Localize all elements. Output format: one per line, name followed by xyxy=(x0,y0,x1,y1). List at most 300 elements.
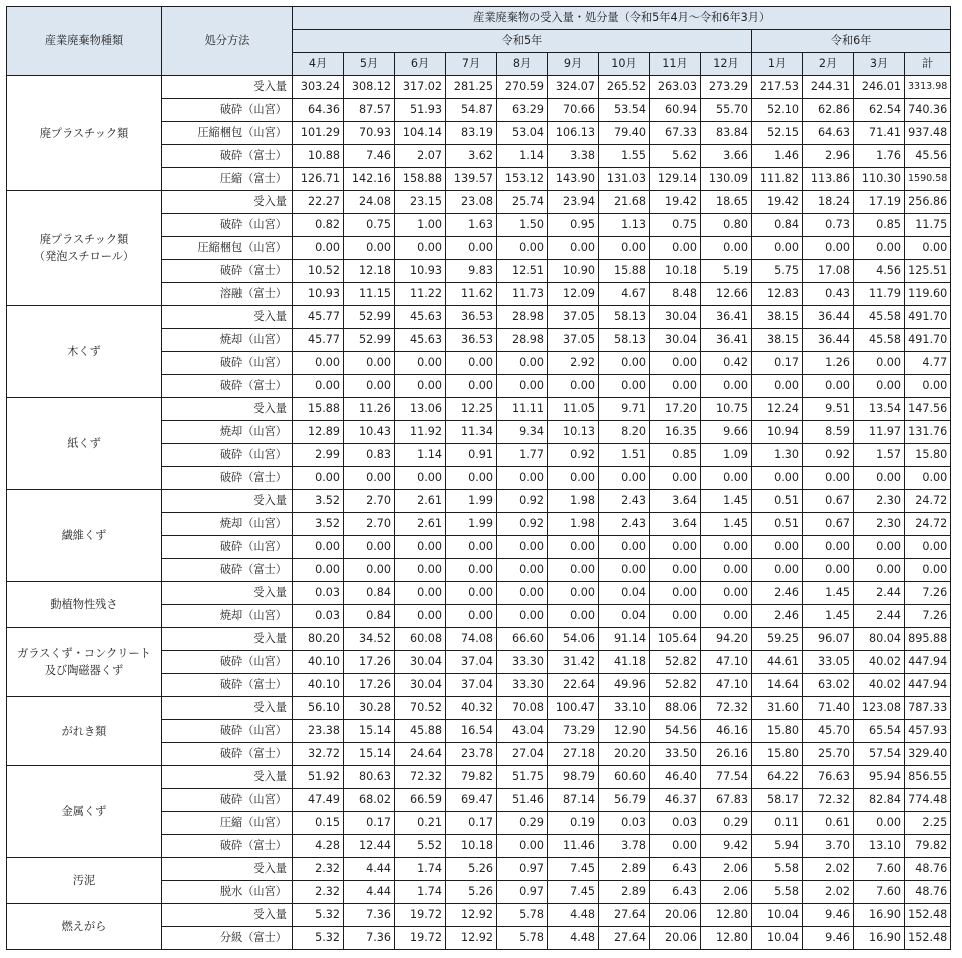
value-cell: 0.00 xyxy=(752,375,803,398)
value-cell: 104.14 xyxy=(395,122,446,145)
value-cell: 0.97 xyxy=(497,858,548,881)
value-cell: 12.18 xyxy=(344,260,395,283)
value-cell: 37.04 xyxy=(446,674,497,697)
value-cell: 0.00 xyxy=(293,559,344,582)
value-cell: 17.26 xyxy=(344,674,395,697)
header-row-1 xyxy=(7,7,951,30)
value-cell: 41.18 xyxy=(599,651,650,674)
value-cell: 15.14 xyxy=(344,720,395,743)
value-cell: 8.59 xyxy=(803,421,854,444)
value-cell: 12.25 xyxy=(446,398,497,421)
value-cell: 19.42 xyxy=(752,191,803,214)
value-cell: 12.51 xyxy=(497,260,548,283)
value-cell: 73.29 xyxy=(548,720,599,743)
value-cell: 0.00 xyxy=(599,375,650,398)
value-cell: 66.60 xyxy=(497,628,548,651)
value-cell: 68.02 xyxy=(344,789,395,812)
value-cell: 80.63 xyxy=(344,766,395,789)
month-header: 10月 xyxy=(599,53,650,76)
value-cell: 30.28 xyxy=(344,697,395,720)
value-cell: 63.02 xyxy=(803,674,854,697)
value-cell: 28.98 xyxy=(497,329,548,352)
value-cell: 37.05 xyxy=(548,329,599,352)
value-cell: 38.15 xyxy=(752,329,803,352)
value-cell: 23.38 xyxy=(293,720,344,743)
value-cell: 1.51 xyxy=(599,444,650,467)
method-cell: 破砕（富士） xyxy=(162,674,293,697)
value-cell: 4.44 xyxy=(344,881,395,904)
method-cell: 受入量 xyxy=(162,697,293,720)
value-cell: 0.91 xyxy=(446,444,497,467)
value-cell: 0.00 xyxy=(497,352,548,375)
value-cell: 2.43 xyxy=(599,490,650,513)
value-cell: 113.86 xyxy=(803,168,854,191)
value-cell: 0.00 xyxy=(497,237,548,260)
value-cell: 28.98 xyxy=(497,306,548,329)
value-cell: 72.32 xyxy=(701,697,752,720)
value-cell: 0.00 xyxy=(599,352,650,375)
value-cell: 10.04 xyxy=(752,904,803,927)
value-cell: 14.64 xyxy=(752,674,803,697)
value-cell: 54.87 xyxy=(446,99,497,122)
value-cell: 0.00 xyxy=(446,352,497,375)
value-cell: 0.00 xyxy=(548,559,599,582)
value-cell: 62.86 xyxy=(803,99,854,122)
year-header-r6: 令和6年 xyxy=(752,30,951,53)
value-cell: 4.48 xyxy=(548,927,599,950)
method-cell: 圧縮（山宮） xyxy=(162,812,293,835)
method-cell: 破砕（山宮） xyxy=(162,536,293,559)
total-cell: 447.94 xyxy=(905,674,951,697)
method-cell: 分級（富士） xyxy=(162,927,293,950)
value-cell: 37.04 xyxy=(446,651,497,674)
value-cell: 2.96 xyxy=(803,145,854,168)
value-cell: 70.66 xyxy=(548,99,599,122)
value-cell: 51.92 xyxy=(293,766,344,789)
value-cell: 105.64 xyxy=(650,628,701,651)
method-cell: 受入量 xyxy=(162,904,293,927)
value-cell: 0.00 xyxy=(344,237,395,260)
value-cell: 1.30 xyxy=(752,444,803,467)
value-cell: 5.26 xyxy=(446,858,497,881)
value-cell: 52.10 xyxy=(752,99,803,122)
value-cell: 0.00 xyxy=(854,559,905,582)
value-cell: 40.10 xyxy=(293,674,344,697)
total-cell: 7.26 xyxy=(905,605,951,628)
value-cell: 0.00 xyxy=(701,375,752,398)
value-cell: 1.99 xyxy=(446,513,497,536)
value-cell: 33.50 xyxy=(650,743,701,766)
value-cell: 2.30 xyxy=(854,513,905,536)
value-cell: 12.09 xyxy=(548,283,599,306)
value-cell: 23.78 xyxy=(446,743,497,766)
value-cell: 22.27 xyxy=(293,191,344,214)
value-cell: 64.36 xyxy=(293,99,344,122)
value-cell: 24.64 xyxy=(395,743,446,766)
value-cell: 0.00 xyxy=(395,375,446,398)
value-cell: 98.79 xyxy=(548,766,599,789)
value-cell: 1.45 xyxy=(701,490,752,513)
value-cell: 23.08 xyxy=(446,191,497,214)
value-cell: 0.00 xyxy=(497,536,548,559)
value-cell: 17.20 xyxy=(650,398,701,421)
month-header: 2月 xyxy=(803,53,854,76)
value-cell: 5.75 xyxy=(752,260,803,283)
value-cell: 1.99 xyxy=(446,490,497,513)
value-cell: 0.00 xyxy=(752,559,803,582)
method-cell: 破砕（山宮） xyxy=(162,720,293,743)
value-cell: 0.00 xyxy=(497,582,548,605)
value-cell: 10.93 xyxy=(395,260,446,283)
category-name xyxy=(7,904,162,950)
value-cell: 0.00 xyxy=(650,559,701,582)
total-cell: 147.56 xyxy=(905,398,951,421)
value-cell: 22.64 xyxy=(548,674,599,697)
value-cell: 70.93 xyxy=(344,122,395,145)
value-cell: 3.52 xyxy=(293,513,344,536)
value-cell: 5.78 xyxy=(497,927,548,950)
value-cell: 0.84 xyxy=(344,605,395,628)
value-cell: 0.85 xyxy=(650,444,701,467)
value-cell: 101.29 xyxy=(293,122,344,145)
total-cell: 4.77 xyxy=(905,352,951,375)
value-cell: 32.72 xyxy=(293,743,344,766)
value-cell: 4.28 xyxy=(293,835,344,858)
value-cell: 12.66 xyxy=(701,283,752,306)
value-cell: 46.16 xyxy=(701,720,752,743)
table-row xyxy=(7,697,951,720)
method-cell: 脱水（山宮） xyxy=(162,881,293,904)
value-cell: 2.99 xyxy=(293,444,344,467)
value-cell: 30.04 xyxy=(650,306,701,329)
value-cell: 0.00 xyxy=(497,375,548,398)
value-cell: 1.09 xyxy=(701,444,752,467)
method-cell: 受入量 xyxy=(162,766,293,789)
method-cell: 焼却（山宮） xyxy=(162,605,293,628)
value-cell: 0.00 xyxy=(650,237,701,260)
table-title: 産業廃棄物の受入量・処分量（令和5年4月～令和6年3月） xyxy=(293,7,951,30)
value-cell: 66.59 xyxy=(395,789,446,812)
value-cell: 0.61 xyxy=(803,812,854,835)
value-cell: 51.75 xyxy=(497,766,548,789)
category-name-line: 木くず xyxy=(67,345,101,358)
total-cell: 131.76 xyxy=(905,421,951,444)
value-cell: 7.36 xyxy=(344,927,395,950)
value-cell: 0.84 xyxy=(344,582,395,605)
value-cell: 37.05 xyxy=(548,306,599,329)
value-cell: 0.00 xyxy=(854,467,905,490)
value-cell: 65.54 xyxy=(854,720,905,743)
category-name-line: 及び陶磁器くず xyxy=(44,664,124,677)
category-name-line: 動植物性残さ xyxy=(50,598,118,611)
value-cell: 0.19 xyxy=(548,812,599,835)
value-cell: 20.20 xyxy=(599,743,650,766)
value-cell: 30.04 xyxy=(650,329,701,352)
value-cell: 79.82 xyxy=(446,766,497,789)
total-cell: 457.93 xyxy=(905,720,951,743)
value-cell: 0.03 xyxy=(650,812,701,835)
value-cell: 1.13 xyxy=(599,214,650,237)
value-cell: 0.00 xyxy=(752,536,803,559)
total-cell: 0.00 xyxy=(905,237,951,260)
value-cell: 0.00 xyxy=(344,536,395,559)
category-name-line: 汚泥 xyxy=(72,874,96,887)
value-cell: 0.17 xyxy=(344,812,395,835)
value-cell: 0.00 xyxy=(650,352,701,375)
month-header: 11月 xyxy=(650,53,701,76)
value-cell: 0.51 xyxy=(752,490,803,513)
total-cell: 79.82 xyxy=(905,835,951,858)
value-cell: 94.20 xyxy=(701,628,752,651)
value-cell: 82.84 xyxy=(854,789,905,812)
value-cell: 56.79 xyxy=(599,789,650,812)
value-cell: 20.06 xyxy=(650,904,701,927)
category-name xyxy=(7,582,162,628)
value-cell: 19.42 xyxy=(650,191,701,214)
value-cell: 9.71 xyxy=(599,398,650,421)
value-cell: 0.00 xyxy=(650,835,701,858)
value-cell: 9.83 xyxy=(446,260,497,283)
value-cell: 0.00 xyxy=(701,237,752,260)
value-cell: 7.60 xyxy=(854,858,905,881)
value-cell: 0.00 xyxy=(395,352,446,375)
value-cell: 0.00 xyxy=(599,237,650,260)
value-cell: 1.77 xyxy=(497,444,548,467)
value-cell: 11.79 xyxy=(854,283,905,306)
value-cell: 4.44 xyxy=(344,858,395,881)
value-cell: 2.61 xyxy=(395,490,446,513)
value-cell: 83.19 xyxy=(446,122,497,145)
value-cell: 79.40 xyxy=(599,122,650,145)
value-cell: 0.00 xyxy=(803,536,854,559)
value-cell: 0.00 xyxy=(293,237,344,260)
value-cell: 87.14 xyxy=(548,789,599,812)
total-cell: 15.80 xyxy=(905,444,951,467)
value-cell: 95.94 xyxy=(854,766,905,789)
value-cell: 25.70 xyxy=(803,743,854,766)
value-cell: 10.13 xyxy=(548,421,599,444)
total-cell: 1590.58 xyxy=(905,168,951,191)
category-name-line: 廃プラスチック類 xyxy=(39,126,129,140)
value-cell: 0.00 xyxy=(854,237,905,260)
method-cell: 受入量 xyxy=(162,76,293,99)
value-cell: 45.77 xyxy=(293,329,344,352)
value-cell: 2.32 xyxy=(293,881,344,904)
value-cell: 23.15 xyxy=(395,191,446,214)
month-header: 12月 xyxy=(701,53,752,76)
value-cell: 0.00 xyxy=(752,467,803,490)
value-cell: 4.48 xyxy=(548,904,599,927)
value-cell: 33.10 xyxy=(599,697,650,720)
value-cell: 1.14 xyxy=(497,145,548,168)
value-cell: 47.49 xyxy=(293,789,344,812)
value-cell: 0.00 xyxy=(395,559,446,582)
category-name-line: （発泡スチロール） xyxy=(33,250,135,263)
total-cell: 256.86 xyxy=(905,191,951,214)
month-header: 6月 xyxy=(395,53,446,76)
value-cell: 45.63 xyxy=(395,329,446,352)
value-cell: 110.30 xyxy=(854,168,905,191)
table-row xyxy=(7,490,951,513)
value-cell: 7.46 xyxy=(344,145,395,168)
total-cell: 856.55 xyxy=(905,766,951,789)
method-cell: 破砕（富士） xyxy=(162,743,293,766)
value-cell: 96.07 xyxy=(803,628,854,651)
total-cell: 7.26 xyxy=(905,582,951,605)
method-cell: 破砕（山宮） xyxy=(162,99,293,122)
value-cell: 46.37 xyxy=(650,789,701,812)
value-cell: 5.19 xyxy=(701,260,752,283)
value-cell: 0.84 xyxy=(752,214,803,237)
method-cell: 圧縮梱包（山宮） xyxy=(162,237,293,260)
value-cell: 0.00 xyxy=(446,536,497,559)
value-cell: 1.14 xyxy=(395,444,446,467)
value-cell: 58.13 xyxy=(599,329,650,352)
value-cell: 76.63 xyxy=(803,766,854,789)
month-header: 9月 xyxy=(548,53,599,76)
value-cell: 5.62 xyxy=(650,145,701,168)
value-cell: 21.68 xyxy=(599,191,650,214)
table-row xyxy=(7,582,951,605)
value-cell: 0.75 xyxy=(650,214,701,237)
value-cell: 12.80 xyxy=(701,904,752,927)
value-cell: 0.00 xyxy=(548,467,599,490)
value-cell: 40.02 xyxy=(854,651,905,674)
value-cell: 0.92 xyxy=(497,513,548,536)
value-cell: 0.00 xyxy=(395,467,446,490)
value-cell: 143.90 xyxy=(548,168,599,191)
total-cell: 0.00 xyxy=(905,536,951,559)
value-cell: 3.64 xyxy=(650,490,701,513)
value-cell: 0.17 xyxy=(446,812,497,835)
value-cell: 0.00 xyxy=(650,467,701,490)
value-cell: 9.34 xyxy=(497,421,548,444)
value-cell: 0.00 xyxy=(446,582,497,605)
value-cell: 0.00 xyxy=(497,835,548,858)
value-cell: 70.08 xyxy=(497,697,548,720)
value-cell: 2.44 xyxy=(854,582,905,605)
value-cell: 0.00 xyxy=(293,467,344,490)
value-cell: 57.54 xyxy=(854,743,905,766)
value-cell: 59.25 xyxy=(752,628,803,651)
value-cell: 47.10 xyxy=(701,651,752,674)
value-cell: 3.38 xyxy=(548,145,599,168)
value-cell: 12.90 xyxy=(599,720,650,743)
value-cell: 0.51 xyxy=(752,513,803,536)
value-cell: 52.82 xyxy=(650,651,701,674)
value-cell: 30.04 xyxy=(395,651,446,674)
value-cell: 1.55 xyxy=(599,145,650,168)
value-cell: 52.99 xyxy=(344,329,395,352)
value-cell: 106.13 xyxy=(548,122,599,145)
value-cell: 12.80 xyxy=(701,927,752,950)
value-cell: 0.17 xyxy=(752,352,803,375)
value-cell: 87.57 xyxy=(344,99,395,122)
value-cell: 36.44 xyxy=(803,329,854,352)
method-cell: 破砕（富士） xyxy=(162,375,293,398)
table-row xyxy=(7,306,951,329)
total-cell: 48.76 xyxy=(905,881,951,904)
table-body xyxy=(7,76,951,950)
value-cell: 11.22 xyxy=(395,283,446,306)
category-name-line: 金属くず xyxy=(61,805,107,818)
method-cell: 破砕（山宮） xyxy=(162,444,293,467)
method-cell: 破砕（山宮） xyxy=(162,651,293,674)
value-cell: 0.00 xyxy=(395,605,446,628)
value-cell: 0.00 xyxy=(650,582,701,605)
value-cell: 0.00 xyxy=(599,467,650,490)
value-cell: 0.21 xyxy=(395,812,446,835)
value-cell: 1.45 xyxy=(701,513,752,536)
total-cell: 119.60 xyxy=(905,283,951,306)
value-cell: 0.92 xyxy=(548,444,599,467)
total-cell: 447.94 xyxy=(905,651,951,674)
year-header-r5: 令和5年 xyxy=(293,30,752,53)
total-cell: 24.72 xyxy=(905,513,951,536)
value-cell: 45.88 xyxy=(395,720,446,743)
value-cell: 139.57 xyxy=(446,168,497,191)
value-cell: 16.90 xyxy=(854,904,905,927)
category-name-line: 紙くず xyxy=(67,437,101,450)
value-cell: 0.00 xyxy=(446,237,497,260)
value-cell: 64.22 xyxy=(752,766,803,789)
value-cell: 281.25 xyxy=(446,76,497,99)
value-cell: 16.90 xyxy=(854,927,905,950)
value-cell: 0.00 xyxy=(293,375,344,398)
value-cell: 36.41 xyxy=(701,329,752,352)
total-cell: 491.70 xyxy=(905,306,951,329)
value-cell: 0.00 xyxy=(446,559,497,582)
method-cell: 受入量 xyxy=(162,398,293,421)
table-row xyxy=(7,76,951,99)
value-cell: 52.15 xyxy=(752,122,803,145)
value-cell: 49.96 xyxy=(599,674,650,697)
value-cell: 2.89 xyxy=(599,858,650,881)
value-cell: 51.46 xyxy=(497,789,548,812)
value-cell: 80.20 xyxy=(293,628,344,651)
value-cell: 0.00 xyxy=(548,605,599,628)
value-cell: 0.00 xyxy=(395,536,446,559)
value-cell: 9.46 xyxy=(803,904,854,927)
value-cell: 72.32 xyxy=(803,789,854,812)
value-cell: 60.60 xyxy=(599,766,650,789)
value-cell: 0.67 xyxy=(803,513,854,536)
value-cell: 0.00 xyxy=(446,467,497,490)
value-cell: 31.42 xyxy=(548,651,599,674)
waste-table-frame xyxy=(6,6,951,950)
value-cell: 2.61 xyxy=(395,513,446,536)
total-cell: 2.25 xyxy=(905,812,951,835)
value-cell: 0.92 xyxy=(803,444,854,467)
value-cell: 3.64 xyxy=(650,513,701,536)
value-cell: 60.94 xyxy=(650,99,701,122)
value-cell: 0.75 xyxy=(344,214,395,237)
value-cell: 0.00 xyxy=(344,352,395,375)
value-cell: 33.30 xyxy=(497,674,548,697)
value-cell: 18.24 xyxy=(803,191,854,214)
value-cell: 4.56 xyxy=(854,260,905,283)
value-cell: 0.00 xyxy=(395,582,446,605)
value-cell: 0.97 xyxy=(497,881,548,904)
value-cell: 0.95 xyxy=(548,214,599,237)
value-cell: 10.52 xyxy=(293,260,344,283)
value-cell: 8.48 xyxy=(650,283,701,306)
value-cell: 129.14 xyxy=(650,168,701,191)
value-cell: 7.45 xyxy=(548,858,599,881)
value-cell: 33.05 xyxy=(803,651,854,674)
value-cell: 142.16 xyxy=(344,168,395,191)
value-cell: 52.99 xyxy=(344,306,395,329)
